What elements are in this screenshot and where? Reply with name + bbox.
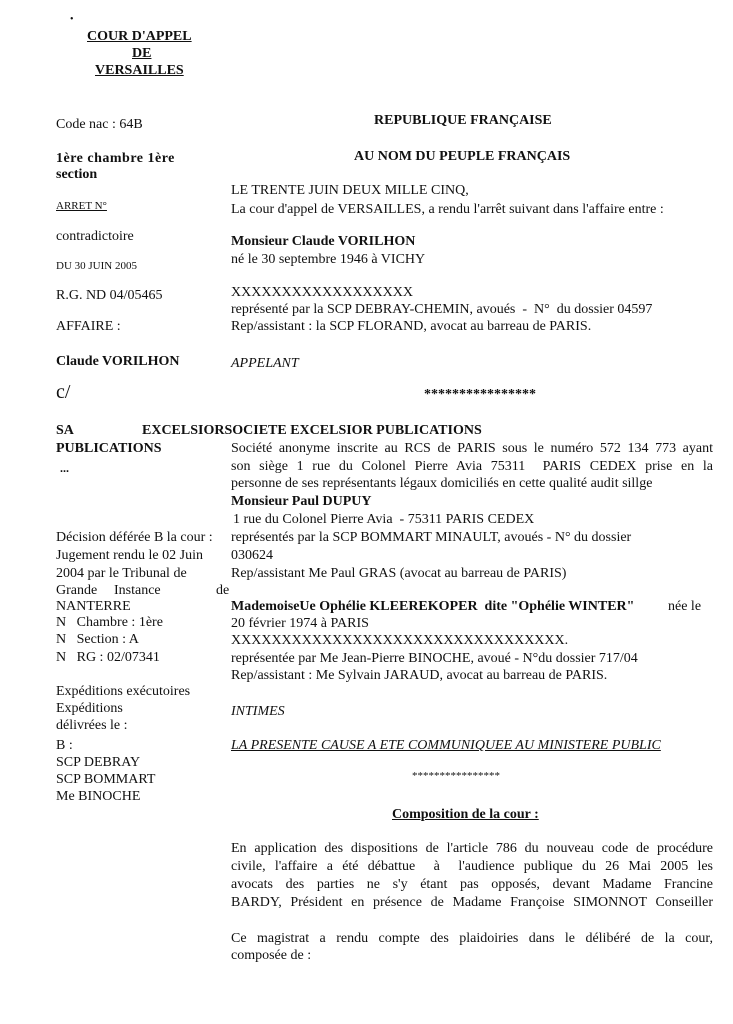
intimes-label: INTIMES [231, 704, 285, 719]
au-nom-heading: AU NOM DU PEUPLE FRANÇAIS [354, 149, 571, 164]
arret-number: ARRET N° [56, 200, 107, 212]
chambre-number: N Chambre : 1ère [56, 615, 163, 630]
chambre-line2: section [56, 167, 98, 182]
societe-line1: Société anonyme inscrite au RCS de PARIS sous le numéro 572 134 773 ayant [231, 441, 713, 456]
appelant-assistant: Rep/assistant : la SCP FLORAND, avocat au barreau de PARIS. [231, 319, 592, 334]
contre-label: c/ [56, 381, 71, 403]
societe-line2: son siège 1 rue du Colonel Pierre Avia 75311 PARIS CEDEX prise en la [231, 459, 713, 474]
separator-stars-1: **************** [424, 387, 536, 402]
expeditions-executoires: Expéditions exécutoires [56, 684, 191, 699]
decision-line4-de: de [216, 583, 230, 598]
appelant-label: APPELANT [231, 356, 299, 371]
me-binoche: Me BINOCHE [56, 789, 141, 804]
expeditions-label: Expéditions [56, 701, 123, 716]
application-line3: avocats des parties ne s'y étant pas opposés, devant Madame Francine [231, 877, 713, 892]
kleerekoper-assistant: Rep/assistant : Me Sylvain JARAUD, avocat au barreau de PARIS. [231, 668, 608, 683]
scp-bommart: SCP BOMMART [56, 772, 156, 787]
excelsior-heading: EXCELSIORSOCIETE EXCELSIOR PUBLICATIONS [142, 423, 482, 438]
nanterre-label: NANTERRE [56, 599, 131, 614]
dupuy-name: Monsieur Paul DUPUY [231, 494, 372, 509]
delivrees-label: délivrées le : [56, 718, 128, 733]
appelant-name: Monsieur Claude VORILHON [231, 234, 416, 249]
rg-lower-number: N RG : 02/07341 [56, 650, 160, 665]
decision-line4-instance: Instance [114, 583, 161, 598]
dossier-number: 030624 [231, 548, 273, 563]
composition-heading: Composition de la cour : [392, 807, 539, 822]
contradictoire-label: contradictoire [56, 229, 134, 244]
kleerekoper-representation: représentée par Me Jean-Pierre BINOCHE, avoué - N°du dossier 717/04 [231, 651, 638, 666]
sa-label: SA [56, 423, 74, 438]
speck-mark: • [70, 14, 74, 25]
magistrat-line1: Ce magistrat a rendu compte des plaidoiries dans le délibéré de la cour, [231, 931, 713, 946]
date-line: LE TRENTE JUIN DEUX MILLE CINQ, [231, 183, 469, 198]
decision-line2: Jugement rendu le 02 Juin [56, 548, 203, 563]
cour-line: La cour d'appel de VERSAILLES, a rendu l'arrêt suivant dans l'affaire entre : [231, 202, 664, 217]
decision-line1: Décision déférée B la cour : [56, 530, 213, 545]
kleerekoper-name: MademoiseUe Ophélie KLEEREKOPER dite "Ophélie WINTER" [231, 599, 635, 614]
redacted-line2: XXXXXXXXXXXXXXXXXXXXXXXXXXXXXXXXX. [231, 633, 569, 648]
arret-date: DU 30 JUIN 2005 [56, 260, 137, 272]
b-label: B : [56, 738, 73, 753]
redacted-line1: XXXXXXXXXXXXXXXXXX [231, 285, 413, 300]
rg-number: R.G. ND 04/05465 [56, 288, 163, 303]
affaire-label: AFFAIRE : [56, 319, 121, 334]
separator-stars-2: **************** [412, 770, 500, 782]
republique-heading: REPUBLIQUE FRANÇAISE [374, 113, 552, 128]
kleerekoper-nee: née le [668, 599, 702, 614]
application-line1: En application des dispositions de l'article 786 du nouveau code de procédure [231, 841, 713, 856]
section-number: N Section : A [56, 632, 139, 647]
dupuy-address: 1 rue du Colonel Pierre Avia - 75311 PARIS CEDEX [233, 512, 535, 527]
decision-line3: 2004 par le Tribunal de [56, 566, 187, 581]
decision-line4-grande: Grande [56, 583, 98, 598]
intimes-representation: représentés par la SCP BOMMART MINAULT, avoués - N° du dossier [231, 530, 632, 545]
societe-line3: personne de ses représentants légaux domiciliés en cette qualité audit sillge [231, 476, 653, 491]
code-nac: Code nac : 64B [56, 117, 143, 132]
application-line4: BARDY, Président en présence de Madame Françoise SIMONNOT Conseiller [231, 895, 713, 910]
court-name-line3: VERSAILLES [95, 63, 184, 78]
publications-label: PUBLICATIONS [56, 441, 162, 456]
magistrat-line2: composée de : [231, 948, 312, 963]
ellipsis-label: ... [60, 461, 69, 475]
application-line2: civile, l'affaire a été débattue à l'audience publique du 26 Mai 2005 les [231, 859, 713, 874]
affaire-party: Claude VORILHON [56, 354, 180, 369]
ministere-public-notice: LA PRESENTE CAUSE A ETE COMMUNIQUEE AU MINISTERE PUBLIC [231, 738, 661, 753]
kleerekoper-birth: 20 février 1974 à PARIS [231, 616, 369, 631]
appelant-birth: né le 30 septembre 1946 à VICHY [231, 252, 426, 267]
court-name-line1: COUR D'APPEL [87, 29, 192, 44]
court-name-line2: DE [132, 46, 152, 61]
appelant-representation: représenté par la SCP DEBRAY-CHEMIN, avoués - N° du dossier 04597 [231, 302, 653, 317]
chambre-line1: 1ère chambre 1ère [56, 151, 175, 166]
scp-debray: SCP DEBRAY [56, 755, 141, 770]
intimes-assistant: Rep/assistant Me Paul GRAS (avocat au barreau de PARIS) [231, 566, 567, 581]
